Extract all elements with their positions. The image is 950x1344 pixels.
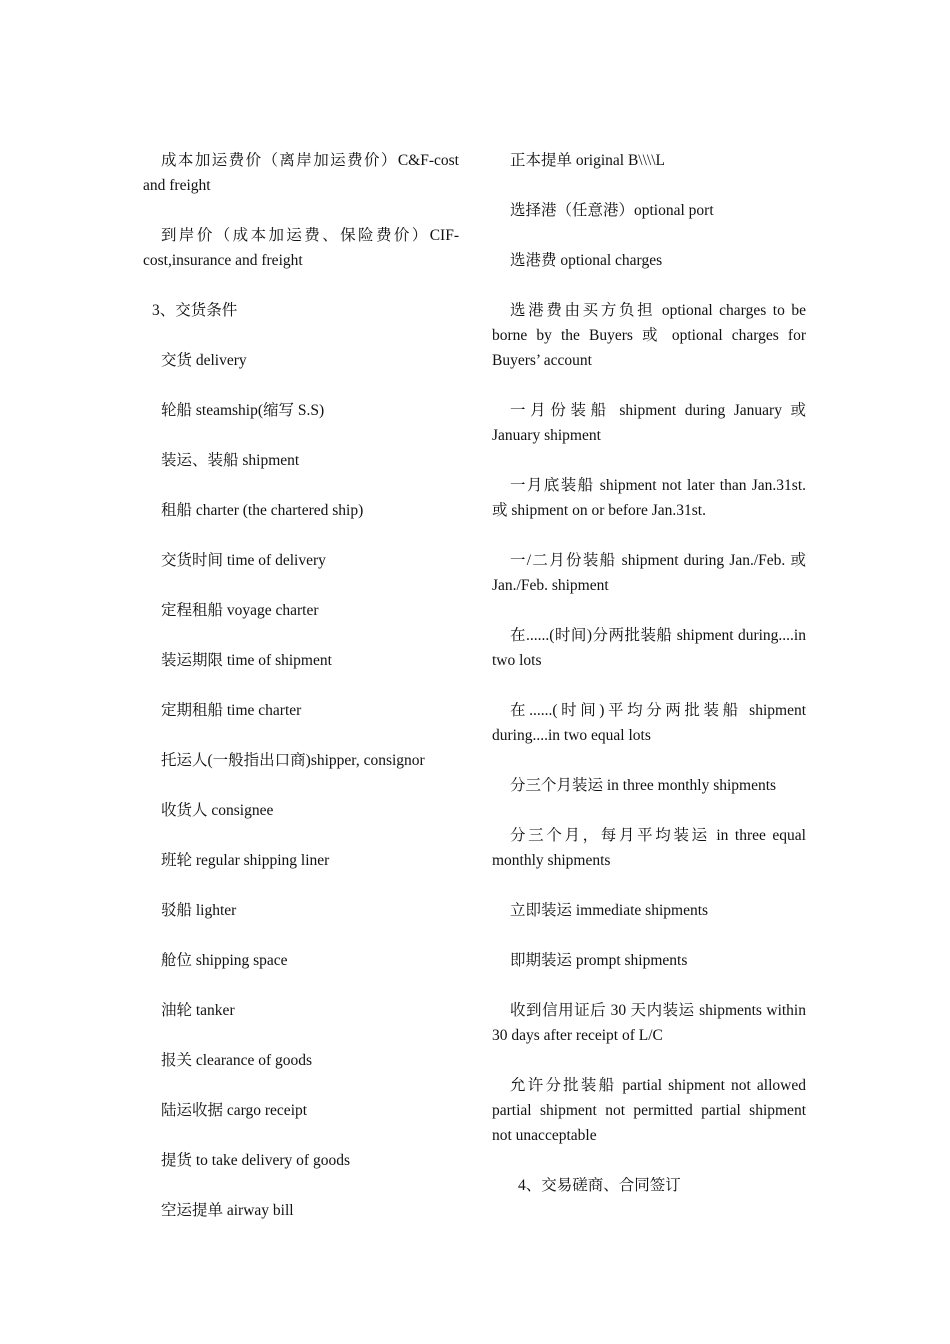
- term-january-shipment: 一月份装船 shipment during January 或 January shipment: [492, 402, 806, 444]
- section-heading-delivery-terms: 3、交货条件: [152, 302, 238, 319]
- term-within-30-days: 收到信用证后 30 天内装运 shipments within 30 days after receipt of L/C: [492, 1002, 806, 1044]
- term-two-lots: 在......(时间)分两批装船 shipment during....in two lots: [492, 627, 806, 669]
- section-heading-negotiation: 4、交易磋商、合同签订: [518, 1177, 681, 1194]
- term-cargo-receipt: 陆运收据 cargo receipt: [161, 1102, 308, 1119]
- term-end-january-shipment: 一月底装船 shipment not later than Jan.31st.或 shipment on or before Jan.31st.: [492, 477, 806, 519]
- term-partial-shipment: 允许分批装船 partial shipment not allowed partial shipment not permitted partial shipment not unacceptable: [492, 1077, 806, 1144]
- term-airway-bill: 空运提单 airway bill: [161, 1202, 294, 1219]
- term-prompt: 即期装运 prompt shipments: [510, 952, 688, 969]
- term-charter: 租船 charter (the chartered ship): [161, 502, 364, 519]
- term-cfr: 成本加运费价（离岸加运费价）C&F-cost and freight: [143, 152, 459, 194]
- term-optional-charges-buyer: 选港费由买方负担 optional charges to be borne by the Buyers 或 optional charges for Buyers’ account: [492, 302, 806, 369]
- term-shipper: 托运人(一般指出口商)shipper, consignor: [161, 752, 425, 769]
- term-time-charter: 定期租船 time charter: [161, 702, 302, 719]
- term-three-equal-monthly: 分三个月，每月平均装运 in three equal monthly shipments: [492, 827, 806, 869]
- term-time-of-shipment: 装运期限 time of shipment: [161, 652, 332, 669]
- term-lighter: 驳船 lighter: [161, 902, 237, 919]
- term-clearance: 报关 clearance of goods: [161, 1052, 313, 1069]
- right-column: [492, 148, 806, 1223]
- term-time-of-delivery: 交货时间 time of delivery: [161, 552, 326, 569]
- term-tanker: 油轮 tanker: [161, 1002, 235, 1019]
- term-shipment: 装运、装船 shipment: [161, 452, 300, 469]
- term-cif: 到岸价（成本加运费、保险费价）CIF-cost,insurance and freight: [143, 227, 459, 269]
- term-jan-feb-shipment: 一/二月份装船 shipment during Jan./Feb. 或 Jan./Feb. shipment: [492, 552, 806, 594]
- term-original-bl: 正本提单 original B\\\\L: [510, 152, 665, 169]
- term-three-monthly: 分三个月装运 in three monthly shipments: [510, 777, 777, 794]
- term-take-delivery: 提货 to take delivery of goods: [161, 1152, 350, 1169]
- term-shipping-space: 舱位 shipping space: [161, 952, 288, 969]
- left-column: [143, 148, 459, 1248]
- term-immediate: 立即装运 immediate shipments: [510, 902, 709, 919]
- term-optional-charges: 选港费 optional charges: [510, 252, 663, 269]
- term-liner: 班轮 regular shipping liner: [161, 852, 330, 869]
- term-steamship: 轮船 steamship(缩写 S.S): [161, 402, 325, 419]
- term-two-equal-lots: 在......(时间)平均分两批装船 shipment during....in two equal lots: [492, 702, 806, 744]
- term-optional-port: 选择港（任意港）optional port: [510, 202, 714, 219]
- term-consignee: 收货人 consignee: [161, 802, 274, 819]
- term-voyage-charter: 定程租船 voyage charter: [161, 602, 319, 619]
- term-delivery: 交货 delivery: [161, 352, 247, 369]
